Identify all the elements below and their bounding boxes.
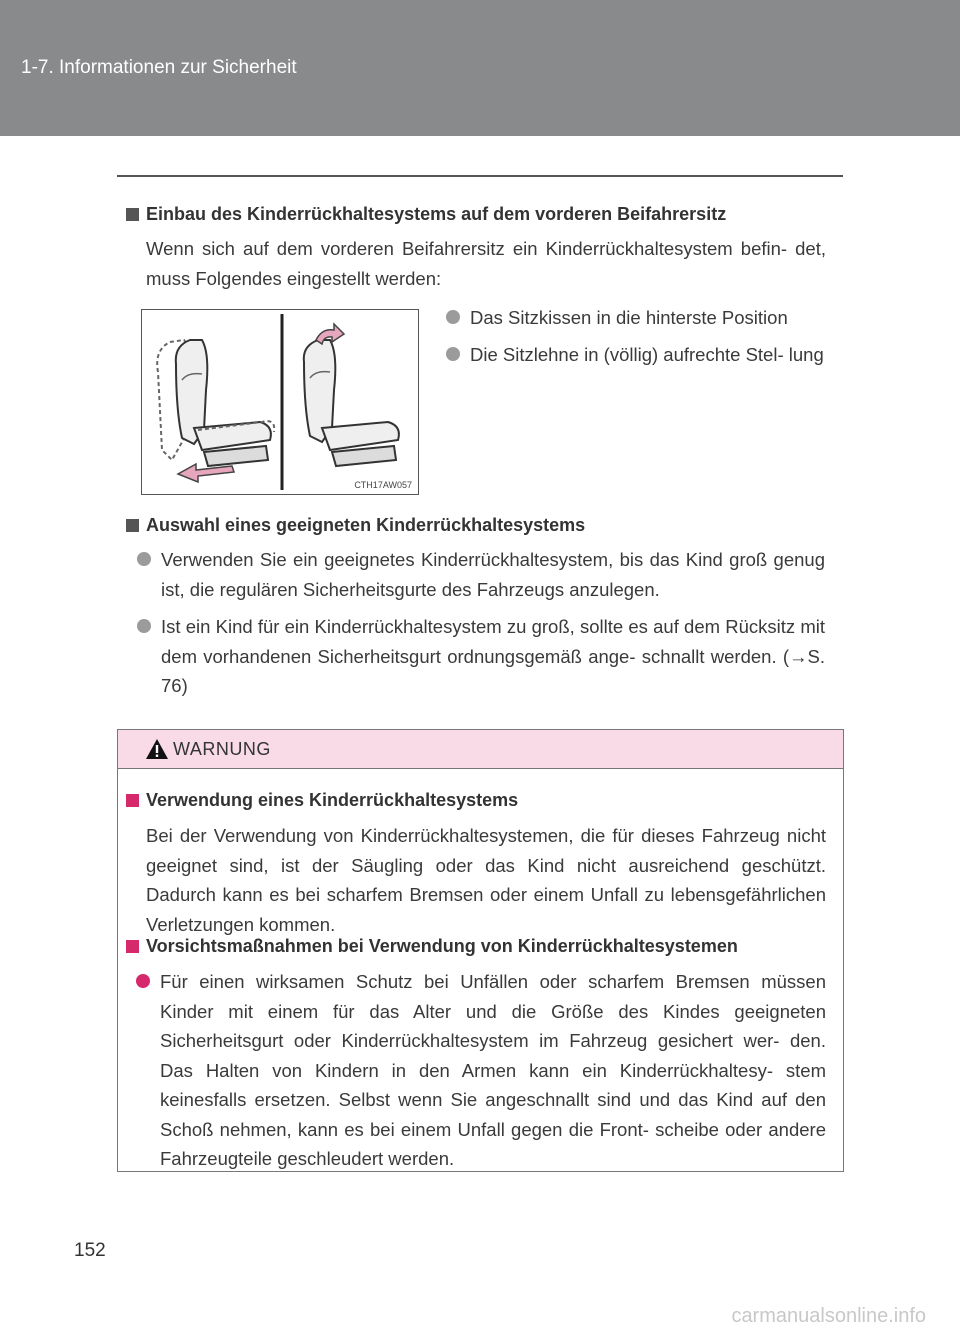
bullet-text: Ist ein Kind für ein Kinderrückhaltesystem zu groß, sollte es auf dem Rücksitz mit dem vorhandenen Sicherheitsgurt ordnungsgemäß ange- schnallt werden. (→S. 76) — [161, 616, 825, 696]
warning-triangle-icon — [145, 738, 169, 760]
watermark: carmanualsonline.info — [731, 1305, 926, 1327]
list-item — [446, 303, 831, 333]
list-item — [137, 545, 825, 604]
section1-heading-text: Einbau des Kinderrückhaltesystems auf dem vorderen Beifahrersitz — [146, 204, 727, 224]
section2-heading — [126, 515, 585, 536]
bullet-text: Die Sitzlehne in (völlig) aufrechte Stel- lung — [470, 343, 824, 365]
section1-heading — [126, 204, 726, 225]
section1-bullet-list — [446, 303, 831, 369]
square-bullet-icon — [126, 519, 139, 532]
figure-code: CTH17AW057 — [354, 480, 412, 490]
section1-intro: Wenn sich auf dem vorderen Beifahrersitz ein Kinderrückhaltesystem befin- det, muss Folgendes eingestellt werden: — [146, 238, 826, 289]
square-bullet-icon — [126, 940, 139, 953]
top-rule — [117, 175, 843, 177]
list-item — [137, 612, 825, 701]
section-title: 1-7. Informationen zur Sicherheit — [21, 57, 297, 78]
warning-heading-2-text: Vorsichtsmaßnahmen bei Verwendung von Kinderrückhaltesystemen — [146, 936, 738, 956]
warning-box — [117, 729, 844, 1172]
section2-bullet-list — [137, 545, 825, 701]
bullet-dot-icon — [137, 552, 151, 566]
warning-title: WARNUNG — [173, 739, 271, 759]
bullet-dot-icon — [446, 310, 460, 324]
list-item — [136, 967, 826, 1174]
bullet-text: Das Sitzkissen in die hinterste Position — [470, 307, 788, 328]
bullet-dot-icon — [446, 347, 460, 361]
page-number: 152 — [74, 1240, 106, 1261]
warning-heading-1 — [126, 790, 518, 811]
page-header — [0, 0, 960, 136]
warning-heading-2 — [126, 936, 738, 957]
square-bullet-icon — [126, 794, 139, 807]
bullet-dot-icon — [137, 619, 151, 633]
warning-heading-1-text: Verwendung eines Kinderrückhaltesystems — [146, 790, 519, 810]
seat-adjustment-figure — [141, 309, 419, 495]
bullet-text: Verwenden Sie ein geeignetes Kinderrückhaltesystem, bis das Kind groß genug ist, die regulären Sicherheitsgurte des Fahrzeugs anzulegen. — [161, 549, 825, 600]
bullet-dot-icon — [136, 974, 150, 988]
warning-bullet-list — [136, 967, 826, 1174]
warning-header — [118, 730, 843, 769]
seat-illustration — [142, 310, 418, 494]
warning-paragraph-1: Bei der Verwendung von Kinderrückhaltesystemen, die für dieses Fahrzeug nicht geeignet sind, ist der Säugling oder das Kind nicht ausreichend geschützt. Dadurch kann es bei scharfem Bremsen oder einem Unfall zu lebensgefährlichen Verletzungen kommen. — [146, 825, 826, 935]
bullet-text: Für einen wirksamen Schutz bei Unfällen oder scharfem Bremsen müssen Kinder mit einem für das Alter und die Größe des Kindes geeigneten Sicherheitsgurt oder Kinderrückhaltesystem im Fahrzeug gesichert wer- den. Das Halten von Kindern in den Armen kann ein Kinderrückhaltesy- stem keinesfalls ersetzen. Selbst wenn Sie angeschnallt sind und das Kind auf den Schoß nehmen, kann es bei einem Unfall gegen die Front- scheibe oder andere Fahrzeugteile geschleudert werden. — [160, 971, 826, 1169]
section2-heading-text: Auswahl eines geeigneten Kinderrückhaltesystems — [146, 515, 586, 535]
square-bullet-icon — [126, 208, 139, 221]
list-item — [446, 340, 831, 370]
